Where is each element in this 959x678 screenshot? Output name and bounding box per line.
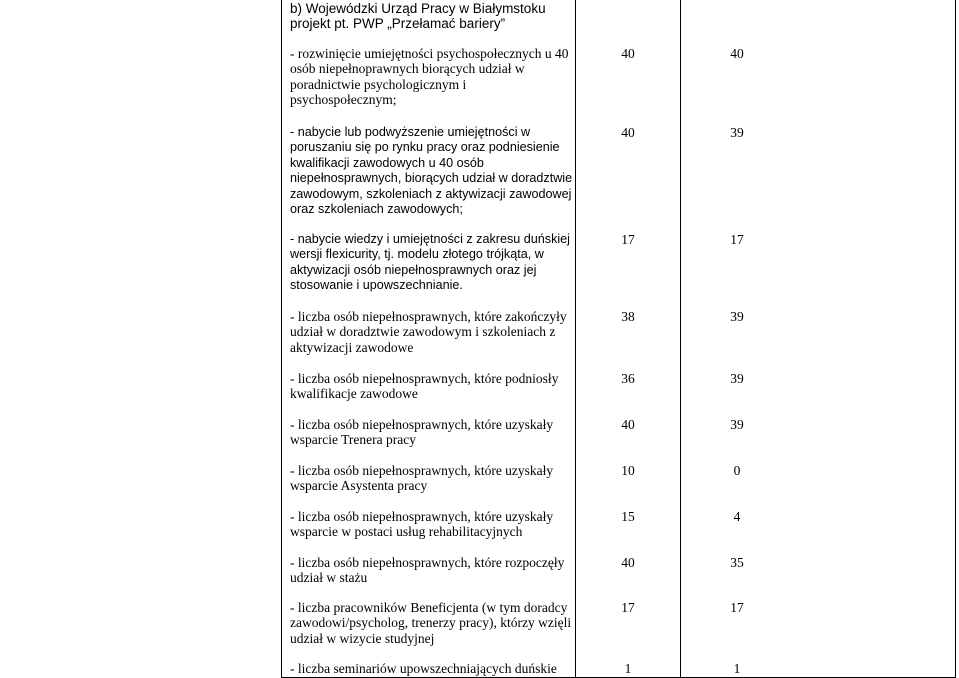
achieved-value: 4	[733, 509, 741, 524]
planned-value: 40	[621, 125, 635, 140]
achieved-value: 17	[730, 232, 744, 247]
planned-value: 17	[621, 600, 635, 615]
planned-value: 36	[621, 371, 635, 386]
table-row-label: - rozwinięcie umiejętności psychospołecznych u 40 osób niepełnoprawnych biorących udział w poradnictwie psychologicznym i psychospołecznym;	[290, 46, 569, 108]
planned-value: 17	[621, 232, 635, 247]
achieved-value: 40	[730, 46, 744, 61]
column-divider-2	[680, 0, 681, 678]
planned-value: 40	[621, 46, 635, 61]
table-row-label: - nabycie lub podwyższenie umiejętności w poruszaniu się po rynku pracy oraz podniesienie kwalifikacji zawodowych u 40 osób niepełnosprawnych, biorących udział w doradztwie zawodowym, szkoleniach z aktywizacji zawodowej oraz szkoleniach zawodowych;	[290, 125, 573, 217]
achieved-value: 39	[730, 125, 744, 140]
table-row-label: - liczba osób niepełnosprawnych, które uzyskały wsparcie w postaci usług rehabilitacyjnych	[290, 509, 554, 540]
table-row-label: - liczba osób niepełnosprawnych, które uzyskały wsparcie Trenera pracy	[290, 417, 554, 448]
table-row-label: - liczba osób niepełnosprawnych, które podniosły kwalifikacje zawodowe	[290, 371, 559, 402]
table-row-label: - liczba osób niepełnosprawnych, które rozpoczęły udział w stażu	[290, 555, 565, 586]
planned-value: 40	[621, 555, 635, 570]
table-row-label: - liczba pracowników Beneficjenta (w tym doradcy zawodowi/psycholog, trenerzy pracy), którzy wzięli udział w wizycie studyjnej	[290, 600, 572, 646]
achieved-value: 39	[730, 417, 744, 432]
planned-value: 38	[621, 309, 635, 324]
planned-value: 10	[621, 463, 635, 478]
achieved-value: 39	[730, 309, 744, 324]
achieved-value: 0	[733, 463, 741, 478]
section-header-project: projekt pt. PWP „Przełamać bariery”	[290, 16, 506, 31]
planned-value: 40	[621, 417, 635, 432]
section-header	[290, 1, 585, 31]
table-border-right	[955, 0, 956, 678]
table-border-left	[281, 0, 282, 678]
planned-value: 15	[621, 509, 635, 524]
section-header-institution: b) Wojewódzki Urząd Pracy w Białymstoku	[290, 1, 546, 16]
achieved-value: 39	[730, 371, 744, 386]
achieved-value: 35	[730, 555, 744, 570]
table-row-label: - liczba osób niepełnosprawnych, które uzyskały wsparcie Asystenta pracy	[290, 463, 554, 494]
achieved-value: 17	[730, 600, 744, 615]
table-row-label: - liczba osób niepełnosprawnych, które zakończyły udział w doradztwie zawodowym i szkoleniach z aktywizacji zawodowe	[290, 309, 567, 355]
table-row-label: - liczba seminariów upowszechniających duńskie	[290, 661, 557, 676]
planned-value: 1	[624, 661, 632, 676]
table-row-label: - nabycie wiedzy i umiejętności z zakresu duńskiej wersji flexicurity, tj. modelu złotego trójkąta, w aktywizacji osób niepełnosprawnych oraz jej stosowanie i upowszechnianie.	[290, 232, 570, 293]
achieved-value: 1	[733, 661, 741, 676]
